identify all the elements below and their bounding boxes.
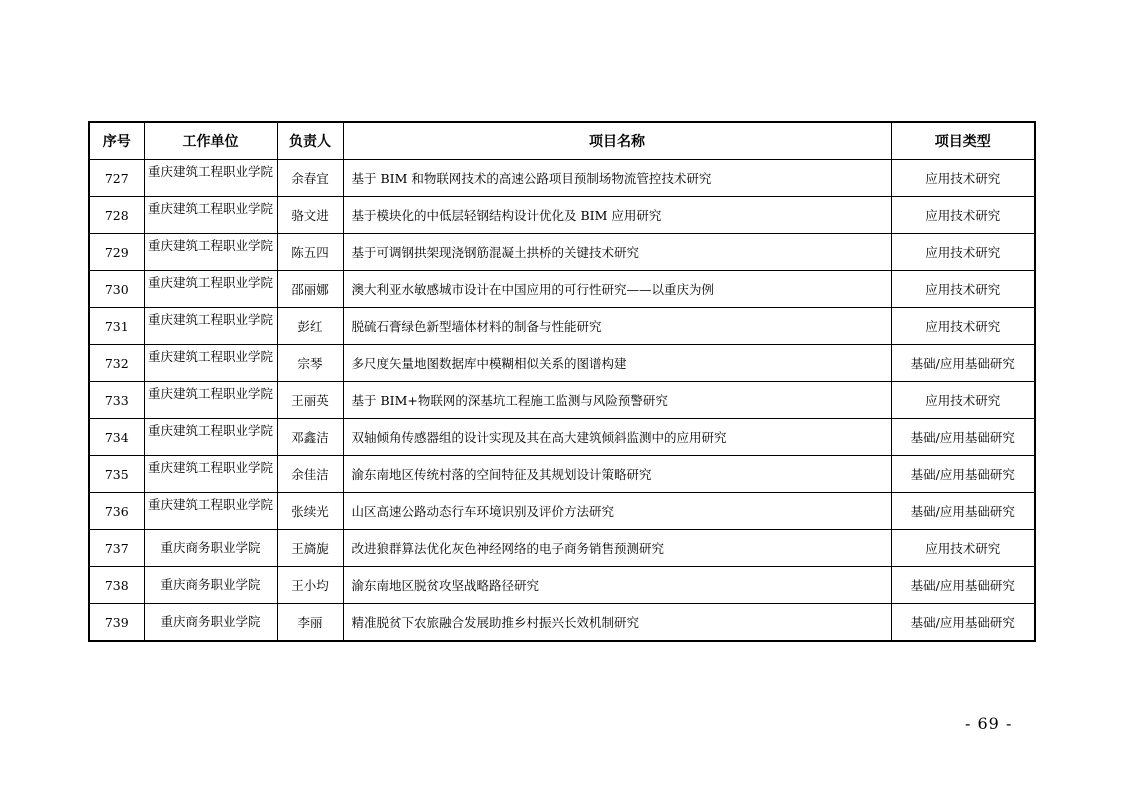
cell-person: 宗琴 (277, 345, 343, 382)
cell-no: 734 (89, 419, 144, 456)
cell-project-type: 应用技术研究 (891, 308, 1035, 345)
cell-project-type: 应用技术研究 (891, 382, 1035, 419)
header-unit: 工作单位 (144, 122, 277, 160)
cell-unit (144, 493, 277, 530)
cell-unit (144, 308, 277, 345)
table-row (89, 308, 1035, 345)
cell-project-type: 应用技术研究 (891, 530, 1035, 567)
cell-person: 骆文进 (277, 197, 343, 234)
cell-project-type: 应用技术研究 (891, 160, 1035, 197)
cell-project-type: 应用技术研究 (891, 197, 1035, 234)
cell-unit (144, 530, 277, 567)
table-row (89, 271, 1035, 308)
cell-person: 王旖旎 (277, 530, 343, 567)
cell-project-name: 多尺度矢量地图数据库中模糊相似关系的图谱构建 (343, 345, 891, 382)
cell-unit-text: 重庆建筑工程职业学院 (147, 387, 273, 401)
cell-person: 余佳洁 (277, 456, 343, 493)
cell-person: 陈五四 (277, 234, 343, 271)
cell-no: 730 (89, 271, 144, 308)
cell-person: 彭红 (277, 308, 343, 345)
table-row (89, 382, 1035, 419)
table-body (89, 160, 1035, 642)
cell-unit-text: 重庆建筑工程职业学院 (147, 239, 273, 253)
cell-project-type: 基础/应用基础研究 (891, 419, 1035, 456)
cell-no: 733 (89, 382, 144, 419)
cell-unit (144, 419, 277, 456)
cell-no: 729 (89, 234, 144, 271)
header-project-name: 项目名称 (343, 122, 891, 160)
cell-no: 738 (89, 567, 144, 604)
cell-unit (144, 604, 277, 642)
table-row (89, 234, 1035, 271)
cell-project-type: 基础/应用基础研究 (891, 604, 1035, 642)
cell-unit-text: 重庆建筑工程职业学院 (147, 276, 273, 290)
cell-no: 739 (89, 604, 144, 642)
header-project-type: 项目类型 (891, 122, 1035, 160)
cell-unit-text: 重庆建筑工程职业学院 (147, 202, 273, 216)
cell-person: 张续光 (277, 493, 343, 530)
cell-project-name: 改进狼群算法优化灰色神经网络的电子商务销售预测研究 (343, 530, 891, 567)
cell-no: 736 (89, 493, 144, 530)
cell-project-name: 基于可调钢拱架现浇钢筋混凝土拱桥的关键技术研究 (343, 234, 891, 271)
table-row (89, 530, 1035, 567)
cell-project-type: 基础/应用基础研究 (891, 567, 1035, 604)
cell-unit-text: 重庆建筑工程职业学院 (147, 498, 273, 512)
cell-unit-text: 重庆建筑工程职业学院 (147, 461, 273, 475)
cell-project-type: 基础/应用基础研究 (891, 456, 1035, 493)
cell-unit-text: 重庆建筑工程职业学院 (147, 350, 273, 364)
cell-project-name: 山区高速公路动态行车环境识别及评价方法研究 (343, 493, 891, 530)
cell-unit-text: 重庆商务职业学院 (160, 540, 261, 555)
cell-person: 王小均 (277, 567, 343, 604)
table-row (89, 567, 1035, 604)
cell-project-name: 基于模块化的中低层轻钢结构设计优化及 BIM 应用研究 (343, 197, 891, 234)
table-row (89, 604, 1035, 642)
cell-unit (144, 382, 277, 419)
cell-unit-text: 重庆建筑工程职业学院 (147, 165, 273, 179)
cell-no: 737 (89, 530, 144, 567)
cell-project-name: 渝东南地区传统村落的空间特征及其规划设计策略研究 (343, 456, 891, 493)
cell-project-name: 精准脱贫下农旅融合发展助推乡村振兴长效机制研究 (343, 604, 891, 642)
cell-person: 王丽英 (277, 382, 343, 419)
cell-unit (144, 271, 277, 308)
table-row (89, 493, 1035, 530)
cell-unit (144, 456, 277, 493)
cell-project-type: 应用技术研究 (891, 234, 1035, 271)
cell-unit (144, 345, 277, 382)
table-row (89, 160, 1035, 197)
cell-person: 邓鑫洁 (277, 419, 343, 456)
cell-project-type: 基础/应用基础研究 (891, 345, 1035, 382)
table-row (89, 345, 1035, 382)
table-row (89, 456, 1035, 493)
cell-project-type: 应用技术研究 (891, 271, 1035, 308)
cell-person: 余春宜 (277, 160, 343, 197)
cell-no: 728 (89, 197, 144, 234)
table-header-row (89, 122, 1035, 160)
cell-no: 731 (89, 308, 144, 345)
cell-unit-text: 重庆建筑工程职业学院 (147, 424, 273, 438)
cell-unit (144, 567, 277, 604)
cell-unit-text: 重庆商务职业学院 (160, 577, 261, 592)
cell-no: 735 (89, 456, 144, 493)
cell-unit (144, 197, 277, 234)
project-table (88, 121, 1036, 642)
cell-project-name: 基于 BIM 和物联网技术的高速公路项目预制场物流管控技术研究 (343, 160, 891, 197)
cell-no: 727 (89, 160, 144, 197)
header-no: 序号 (89, 122, 144, 160)
cell-project-type: 基础/应用基础研究 (891, 493, 1035, 530)
cell-unit (144, 160, 277, 197)
header-person: 负责人 (277, 122, 343, 160)
cell-project-name: 澳大利亚水敏感城市设计在中国应用的可行性研究——以重庆为例 (343, 271, 891, 308)
page-number: - 69 - (965, 714, 1013, 733)
cell-project-name: 脱硫石膏绿色新型墙体材料的制备与性能研究 (343, 308, 891, 345)
cell-unit-text: 重庆商务职业学院 (160, 614, 261, 629)
table-row (89, 419, 1035, 456)
cell-project-name: 基于 BIM+物联网的深基坑工程施工监测与风险预警研究 (343, 382, 891, 419)
cell-no: 732 (89, 345, 144, 382)
cell-unit-text: 重庆建筑工程职业学院 (147, 313, 273, 327)
cell-project-name: 渝东南地区脱贫攻坚战略路径研究 (343, 567, 891, 604)
table-row (89, 197, 1035, 234)
cell-person: 邵丽娜 (277, 271, 343, 308)
cell-person: 李丽 (277, 604, 343, 642)
cell-project-name: 双轴倾角传感器组的设计实现及其在高大建筑倾斜监测中的应用研究 (343, 419, 891, 456)
cell-unit (144, 234, 277, 271)
